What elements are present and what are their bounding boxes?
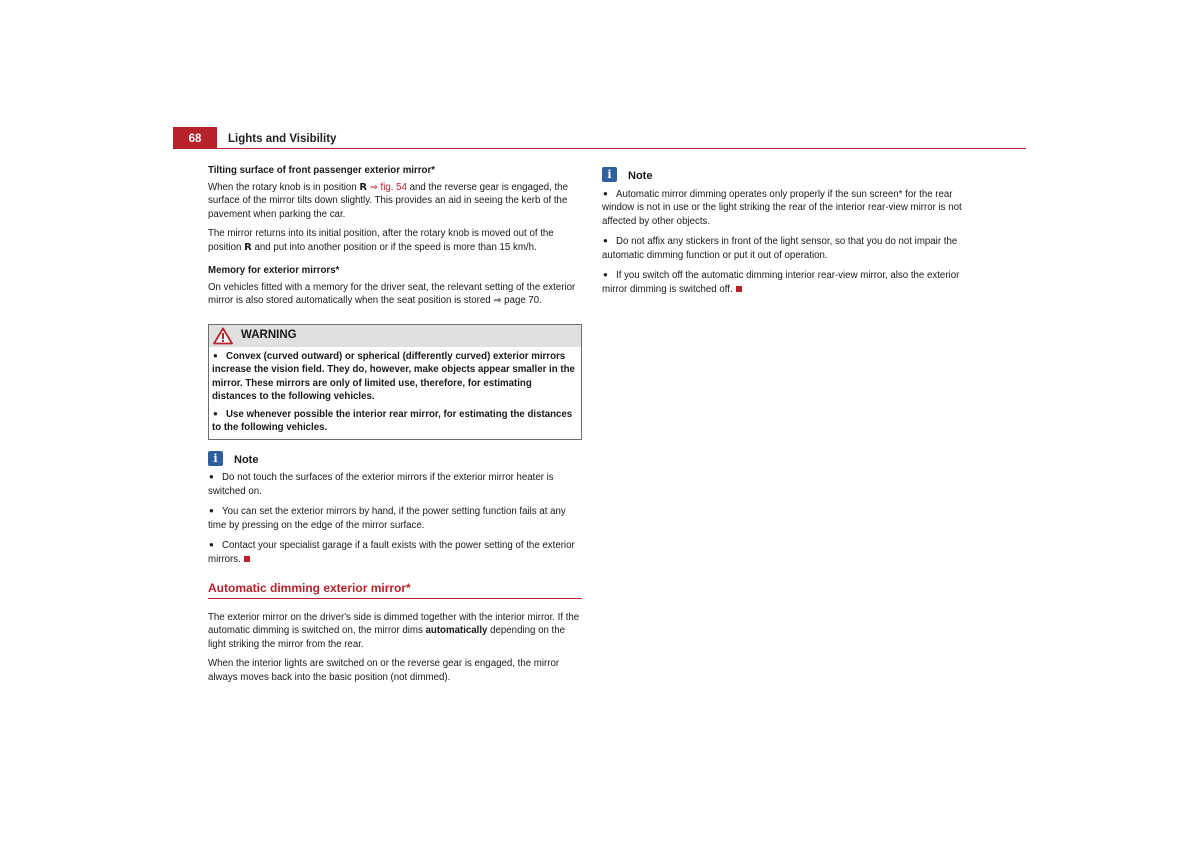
note-item: ● If you switch off the automatic dimming interior rear-view mirror, also the exterior mirror dimming is switched off.: [602, 270, 960, 295]
tilt-paragraph-1: When the rotary knob is in position R ⇒ fig. 54 and the reverse gear is engaged, the surface of the mirror tilts down slightly. This provides an aid in seeing the kerb of the pavement when parking the car.: [208, 181, 568, 220]
note-box: [208, 451, 582, 567]
section-end-icon: [244, 556, 250, 562]
bullet-icon: ●: [603, 270, 608, 279]
note-item: ● Do not touch the surfaces of the exterior mirrors if the exterior mirror heater is switched on.: [208, 472, 554, 497]
warning-item: ● Use whenever possible the interior rear mirror, for estimating the distances to the following vehicles.: [212, 408, 573, 433]
warning-header: [209, 325, 581, 347]
note-header: [208, 451, 582, 468]
tilt-paragraph-2: The mirror returns into its initial position, after the rotary knob is moved out of the position R and put into another position or if the speed is more than 15 km/h.: [208, 228, 554, 253]
right-column: [602, 164, 980, 302]
bullet-icon: ●: [603, 236, 608, 245]
memory-heading: Memory for exterior mirrors*: [208, 265, 340, 276]
bullet-icon: ●: [603, 188, 608, 198]
page-header: [173, 127, 1026, 149]
memory-paragraph: On vehicles fitted with a memory for the driver seat, the relevant setting of the exterior mirror is also stored automatically when the seat position is stored ⇒ page 70.: [208, 281, 576, 306]
info-icon: i: [602, 167, 617, 182]
bullet-icon: ●: [209, 506, 214, 515]
note-title: Note: [234, 453, 259, 466]
note-item: ● Contact your specialist garage if a fault exists with the power setting of the exterior mirrors.: [208, 540, 575, 565]
bullet-icon: ●: [213, 350, 218, 360]
left-column: [208, 164, 582, 690]
warning-item: ● Convex (curved outward) or spherical (differently curved) exterior mirrors increase the vision field. They do, however, make objects appear smaller in the mirror. These mirrors are only of limited use, therefore, for estimating distances to the following vehicles.: [212, 350, 575, 402]
figure-reference-link[interactable]: ⇒ fig. 54: [369, 181, 407, 193]
note-title: Note: [628, 170, 653, 182]
bullet-icon: ●: [213, 408, 218, 418]
tilt-heading: Tilting surface of front passenger exterior mirror*: [208, 165, 435, 176]
note-item: ● Automatic mirror dimming operates only properly if the sun screen* for the rear window is not in use or the light striking the rear of the interior rear-view mirror is not affected by other objects.: [602, 188, 962, 227]
section-end-icon: [736, 286, 742, 292]
position-r-symbol: R: [359, 181, 368, 193]
auto-dimming-paragraph-1: The exterior mirror on the driver's side is dimmed together with the interior mirror. If the automatic dimming is switched on, the mirror dims automatically depending on the light striking the mirror from the rear.: [208, 611, 580, 650]
header-divider: [217, 148, 1026, 149]
position-r-symbol: R: [244, 241, 252, 253]
warning-body: [209, 347, 581, 439]
warning-title: WARNING: [241, 328, 297, 341]
warning-triangle-icon: [213, 327, 233, 345]
warning-box: [208, 324, 582, 440]
chapter-title: Lights and Visibility: [228, 133, 337, 145]
bullet-icon: ●: [209, 540, 214, 549]
bullet-icon: ●: [209, 472, 214, 481]
info-icon: i: [208, 451, 223, 466]
note-header: [602, 170, 980, 184]
section-title: Automatic dimming exterior mirror*: [208, 582, 582, 599]
note-item: ● You can set the exterior mirrors by hand, if the power setting function fails at any time by pressing on the edge of the mirror surface.: [208, 506, 566, 531]
auto-dimming-paragraph-2: When the interior lights are switched on or the reverse gear is engaged, the mirror always moves back into the basic position (not dimmed).: [208, 658, 560, 683]
note-box: [602, 170, 980, 296]
note-item: ● Do not affix any stickers in front of the light sensor, so that you do not impair the automatic dimming function or put it out of operation.: [602, 236, 958, 261]
page-number: 68: [173, 127, 217, 149]
